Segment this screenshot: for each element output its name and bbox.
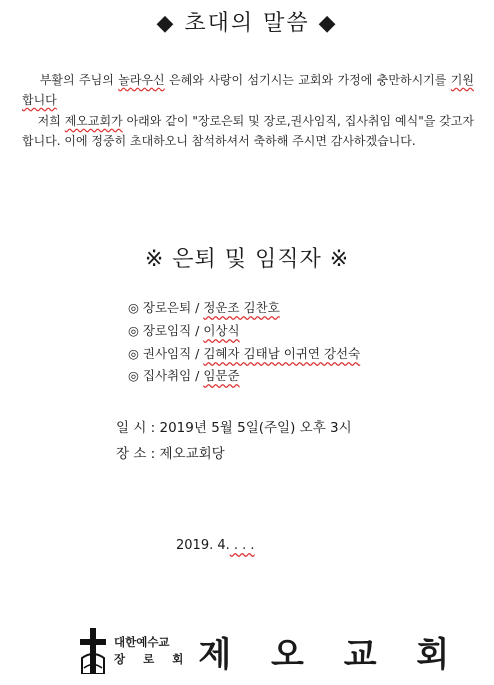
intro-text: 아래와 같이 "장로은퇴 및 장로,권사임직, 집사취임 예식"을 갖고자 합니다. 이에 정중히 초대하오니 참석하셔서 축하해 주시면 감사하겠습니다. <box>22 114 474 148</box>
item-label: ◎ 장로은퇴 / <box>128 300 204 315</box>
church-footer <box>78 626 463 676</box>
intro-text: 놀라우신 <box>118 73 165 87</box>
list-item <box>128 298 280 316</box>
intro-text: 부활의 주님의 <box>39 73 119 87</box>
date-dots: . . . <box>229 538 255 553</box>
page-title: ◆ 초대의 말씀 ◆ <box>156 11 338 36</box>
intro-text: 기원합니다 <box>22 73 474 107</box>
list-item <box>128 321 240 339</box>
section-title: ※ 은퇴 및 임직자 ※ <box>144 247 350 272</box>
date-text: 2019. 4. <box>176 538 230 553</box>
item-value: 임문준 <box>203 368 240 383</box>
issue-date <box>176 538 255 553</box>
denomination-block <box>114 634 190 668</box>
event-place: 장 소 : 제오교회당 <box>116 446 225 462</box>
item-value: 김혜자 김태남 이귀연 강선숙 <box>203 346 361 361</box>
council-text: 장 로 회 <box>114 652 191 666</box>
intro-paragraph-2 <box>22 111 474 151</box>
intro-text: 은혜와 사랑이 섬기시는 교회와 가정에 충만하시기를 <box>164 73 451 87</box>
item-label: ◎ 권사임직 / <box>128 346 204 361</box>
item-label: ◎ 장로임직 / <box>128 323 204 338</box>
intro-text: 제오교회가 <box>64 114 123 128</box>
event-time: 일 시 : 2019년 5월 5일(주일) 오후 3시 <box>116 420 352 436</box>
church-name: 제 오 교 회 <box>198 634 464 675</box>
cross-logo-icon <box>78 628 108 674</box>
intro-paragraph-1 <box>22 70 474 110</box>
item-value: 이상식 <box>203 323 240 338</box>
item-value: 정운조 김찬호 <box>203 300 280 315</box>
intro-text: 저희 <box>37 114 65 128</box>
denomination-text: 대한예수교 <box>114 635 170 649</box>
item-label: ◎ 집사취임 / <box>128 368 204 383</box>
list-item <box>128 366 240 384</box>
list-item <box>128 344 360 362</box>
